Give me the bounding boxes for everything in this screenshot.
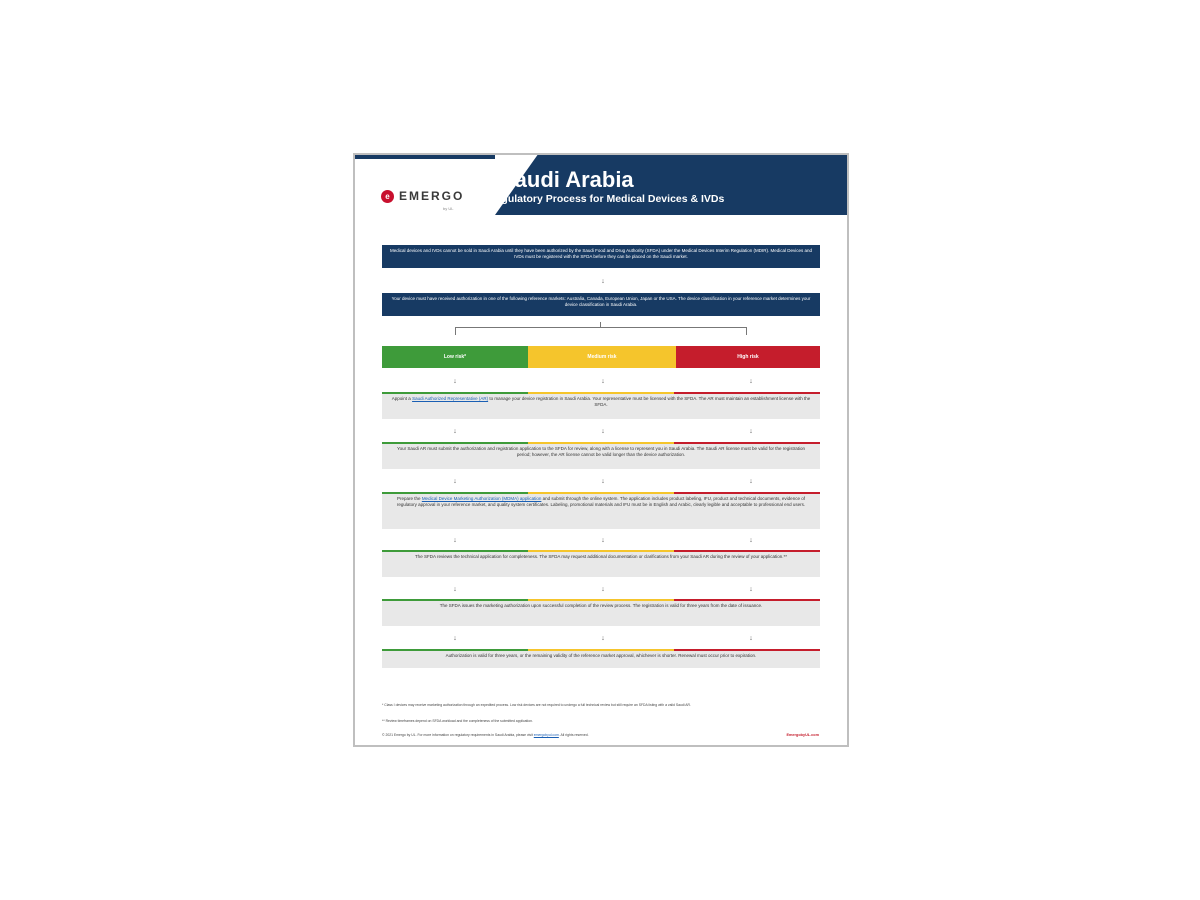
page-title: Saudi Arabia [500, 167, 634, 192]
arrow-down-icon: ↓ [749, 428, 753, 435]
arrow-down-icon: ↓ [453, 537, 457, 544]
footnote-1: * Class I devices may receive marketing authorization through an expedited process. Low risk devices are not required to undergo a full technical review but still require an SFDA listing with a valid Saudi AR. [382, 703, 691, 707]
arrow-down-icon: ↓ [749, 586, 753, 593]
copyright: © 2021 Emergo by UL. For more information on regulatory requirements in Saudi Arabia, please visit emergobyul.com. All rights reserved. [382, 733, 589, 737]
arrow-down-icon: ↓ [601, 428, 605, 435]
logo-subtext: by UL [443, 206, 454, 211]
arrow-down-icon: ↓ [453, 378, 457, 385]
class-medium-risk: Medium risk [528, 346, 676, 368]
arrow-down-icon: ↓ [749, 537, 753, 544]
arrow-down-icon: ↓ [749, 478, 753, 485]
intro-box-2: Your device must have received authorization in one of the following reference markets: Australia, Canada, European Union, Japan or the USA. The device classification in your reference market determines your device classification in Saudi Arabia. [382, 293, 820, 316]
arrow-down-icon: ↓ [453, 478, 457, 485]
website-link[interactable]: EmergobyUL.com [786, 733, 819, 737]
arrow-down-icon: ↓ [601, 278, 605, 285]
step-5: The SFDA issues the marketing authorization upon successful completion of the review process. The registration is valid for three years from the date of issuance. [382, 599, 820, 626]
step-4: The SFDA reviews the technical application for completeness. The SFDA may request additional documentation or clarifications from your Saudi AR during the review of your application.** [382, 550, 820, 577]
arrow-down-icon: ↓ [601, 537, 605, 544]
step-3: Prepare the Medical Device Marketing Authorization (MDMA) application and submit through the online system. The application includes product labeling, IFU, product and technical documents, evidence of regulatory approval in your reference market, and quality system certificates. Labeling, promotional materials and IFU must be in English and Arabic, clearly legible and acceptable to professional end users. [382, 492, 820, 529]
header-stripe [355, 155, 495, 159]
saudi-ar-link[interactable]: Saudi Authorized Representative (AR) [412, 396, 489, 401]
arrow-down-icon: ↓ [453, 428, 457, 435]
arrow-down-icon: ↓ [601, 478, 605, 485]
arrow-down-icon: ↓ [601, 586, 605, 593]
arrow-down-icon: ↓ [453, 586, 457, 593]
branch-bracket [455, 327, 747, 335]
arrow-down-icon: ↓ [601, 635, 605, 642]
logo-text: EMERGO [399, 189, 465, 203]
footnote-2: ** Review timeframes depend on SFDA workload and the completeness of the submitted application. [382, 719, 533, 723]
logo-mark-icon: e [381, 190, 394, 203]
arrow-down-icon: ↓ [601, 378, 605, 385]
step-1: Appoint a Saudi Authorized Representative (AR) to manage your device registration in Saudi Arabia. Your representative must be licensed with the SFDA. The AR must maintain an establishment license with the SFDA. [382, 392, 820, 419]
mdma-application-link[interactable]: Medical Device Marketing Authorization (MDMA) application [421, 496, 542, 501]
arrow-down-icon: ↓ [749, 635, 753, 642]
step-2: Your Saudi AR must submit the authorization and registration application to the SFDA for review, along with a license to represent you in Saudi Arabia. The Saudi AR license must be valid for the registration period; however, the AR license cannot be valid longer than the device authorization. [382, 442, 820, 469]
step-6: Authorization is valid for three years, or the remaining validity of the reference market approval, whichever is shorter. Renewal must occur prior to expiration. [382, 649, 820, 668]
class-high-risk: High risk [676, 346, 820, 368]
intro-box-1: Medical devices and IVDs cannot be sold in Saudi Arabia until they have been authorized by the Saudi Food and Drug Authority (SFDA) under the Medical Devices Interim Regulation (MDIR). Medical Devices and IVDs must be registered with the SFDA before they can be placed on the Saudi market. [382, 245, 820, 268]
page-subtitle: Regulatory Process for Medical Devices & IVDs [488, 193, 725, 205]
document-page [353, 153, 849, 747]
arrow-down-icon: ↓ [749, 378, 753, 385]
arrow-down-icon: ↓ [453, 635, 457, 642]
class-low-risk: Low risk* [382, 346, 528, 368]
copyright-link[interactable]: emergobyul.com [533, 733, 559, 737]
